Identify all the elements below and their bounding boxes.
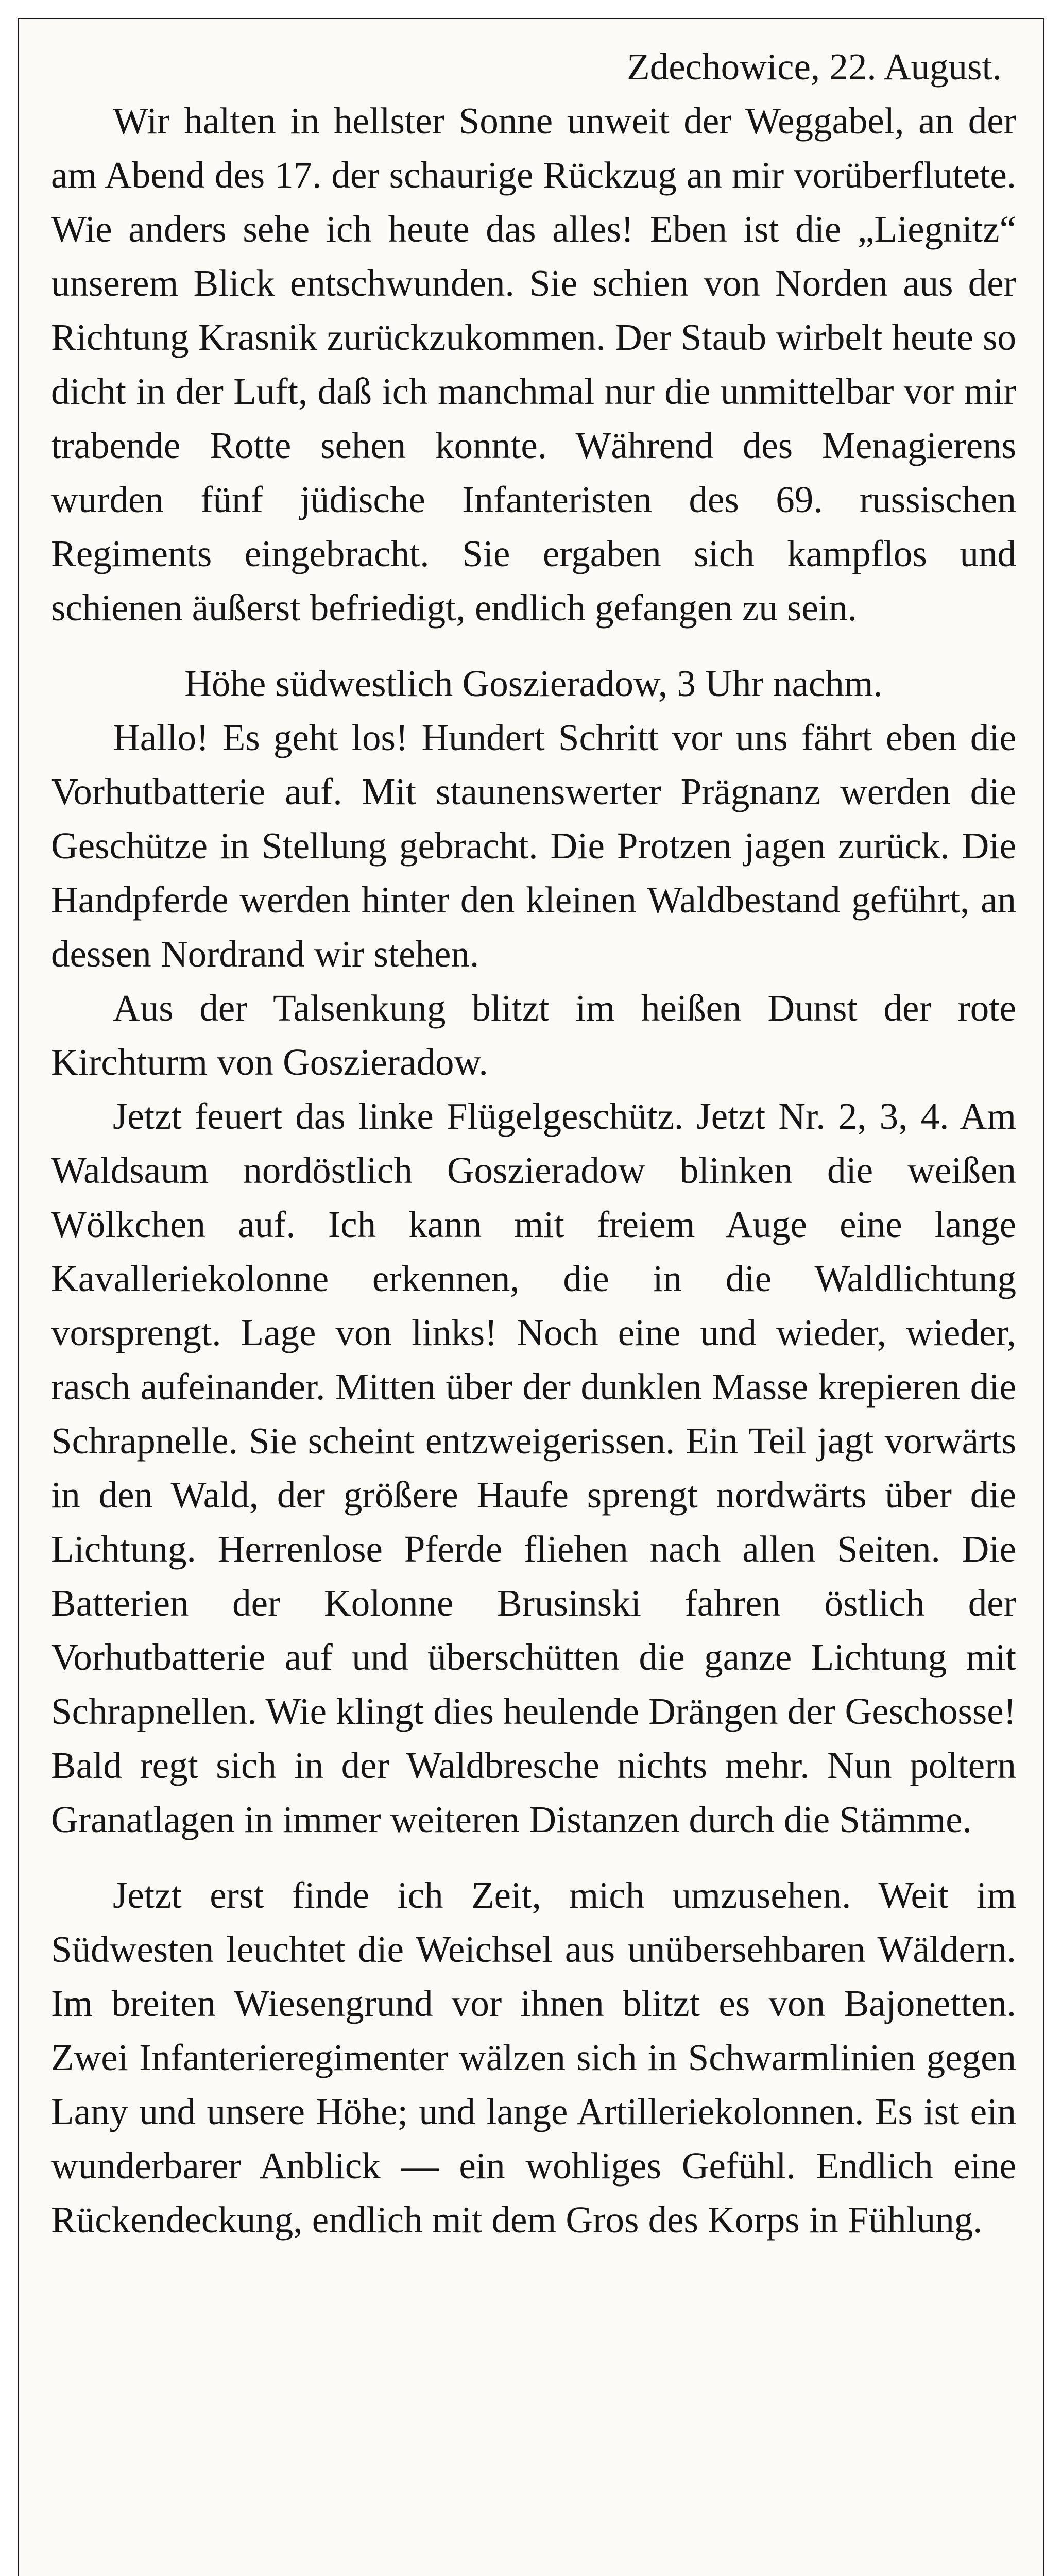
section-gap: [51, 635, 1016, 656]
text-column: [51, 40, 1016, 2247]
paragraph-5: Jetzt erst finde ich Zeit, mich umzusehen. Weit im Südwesten leuchtet die Weichsel aus unübersehbaren Wäldern. Im breiten Wiesengrund vor ihnen blitzt es von Bajonetten. Zwei Infanterieregimenter wälzen sich in Schwarmlinien gegen Lany und unsere Höhe; und lange Artilleriekolonnen. Es ist ein wunderbarer Anblick — ein wohliges Gefühl. Endlich eine Rückendeckung, endlich mit dem Gros des Korps in Fühlung.: [51, 1874, 1016, 2241]
paragraph-3: Aus der Talsenkung blitzt im heißen Dunst der rote Kirchturm von Goszieradow.: [51, 987, 1016, 1083]
section-gap: [51, 1846, 1016, 1868]
page-frame: [18, 18, 1044, 2576]
paragraph-2: Hallo! Es geht los! Hundert Schritt vor uns fährt eben die Vorhutbatterie auf. Mit staunenswerter Prägnanz werden die Geschütze in Stellung gebracht. Die Protzen jagen zurück. Die Handpferde werden hinter den kleinen Waldbestand geführt, an dessen Nordrand wir stehen.: [51, 717, 1016, 975]
subheading: Höhe südwestlich Goszieradow, 3 Uhr nachm.: [184, 663, 883, 704]
paragraph-1: Wir halten in hellster Sonne unweit der Weggabel, an der am Abend des 17. der schaurige Rückzug an mir vorüberflutete. Wie anders sehe ich heute das alles! Eben ist die „Liegnitz“ unserem Blick entschwunden. Sie schien von Norden aus der Richtung Krasnik zurückzukommen. Der Staub wirbelt heute so dicht in der Luft, daß ich manchmal nur die unmittelbar vor mir trabende Rotte sehen konnte. Während des Menagierens wurden fünf jüdische Infanteristen des 69. russischen Regiments eingebracht. Sie ergaben sich kampflos und schienen äußerst befriedigt, endlich gefangen zu sein.: [51, 100, 1016, 629]
dateline: Zdechowice, 22. August.: [627, 46, 1002, 88]
paragraph-4: Jetzt feuert das linke Flügelgeschütz. Jetzt Nr. 2, 3, 4. Am Waldsaum nordöstlich Goszieradow blinken die weißen Wölkchen auf. Ich kann mit freiem Auge eine lange Kavalleriekolonne erkennen, die in die Waldlichtung vorsprengt. Lage von links! Noch eine und wieder, wieder, rasch aufeinander. Mitten über der dunklen Masse krepieren die Schrapnelle. Sie scheint entzweigerissen. Ein Teil jagt vorwärts in den Wald, der größere Haufe sprengt nordwärts über die Lichtung. Herrenlose Pferde fliehen nach allen Seiten. Die Batterien der Kolonne Brusinski fahren östlich der Vorhutbatterie auf und überschütten die ganze Lichtung mit Schrapnellen. Wie klingt dies heulende Drängen der Geschosse! Bald regt sich in der Waldbresche nichts mehr. Nun poltern Granatlagen in immer weiteren Distanzen durch die Stämme.: [51, 1095, 1016, 1840]
